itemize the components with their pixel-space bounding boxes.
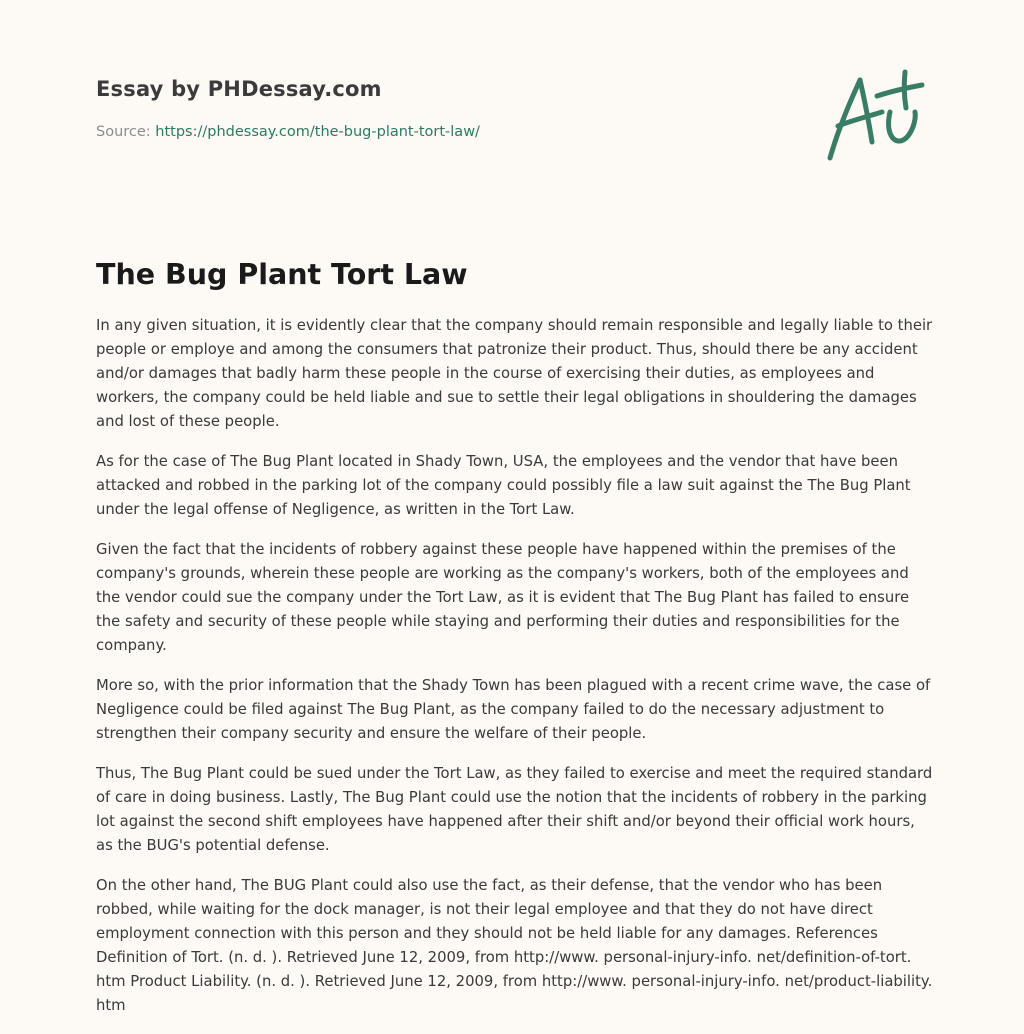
essay-title: The Bug Plant Tort Law xyxy=(96,258,468,291)
source-line xyxy=(96,122,796,142)
essay-paragraph: Given the fact that the incidents of robbery against these people have happened within the premises of the company's grounds, wherein these people are working as the company's workers, both of the employees and the vendor could sue the company under the Tort Law, as it is evident that The Bug Plant has failed to ensure the safety and security of these people while staying and performing their duties and responsibilities for the company. xyxy=(96,541,910,654)
page-header xyxy=(96,74,796,142)
a-plus-grade-icon xyxy=(822,68,928,164)
essay-paragraph: On the other hand, The BUG Plant could also use the fact, as their defense, that the vendor who has been robbed, while waiting for the dock manager, is not their legal employee and that they do not have direct employment connection with this person and they should not be held liable for any damages. References Definition of Tort. (n. d. ). Retrieved June 12, 2009, from http://www. personal-injury-info. net/definition-of-tort. htm Product Liability. (n. d. ). Retrieved June 12, 2009, from http://www. personal-injury-info. net/product-liability. htm xyxy=(96,877,933,1014)
essay-paragraph: As for the case of The Bug Plant located in Shady Town, USA, the employees and the vendor that have been attacked and robbed in the parking lot of the company could possibly file a law suit against the The Bug Plant under the legal offense of Negligence, as written in the Tort Law. xyxy=(96,453,911,518)
essay-paragraph: Thus, The Bug Plant could be sued under the Tort Law, as they failed to exercise and meet the required standard of care in doing business. Lastly, The Bug Plant could use the notion that the incidents of robbery in the parking lot against the second shift employees have happened after their shift and/or beyond their official work hours, as the BUG's potential defense. xyxy=(96,765,933,854)
brand-title: Essay by PHDessay.com xyxy=(96,77,382,101)
essay-paragraph: In any given situation, it is evidently clear that the company should remain responsible and legally liable to their people or employe and among the consumers that patronize their product. Thus, should there be any accident and/or damages that badly harm these people in the course of exercising their duties, as employees and workers, the company could be held liable and sue to settle their legal obligations in shouldering the damages and lost of these people. xyxy=(96,317,933,430)
source-link[interactable]: https://phdessay.com/the-bug-plant-tort-law/ xyxy=(155,124,480,140)
essay-body xyxy=(96,314,936,1034)
essay-paragraph: More so, with the prior information that the Shady Town has been plagued with a recent crime wave, the case of Negligence could be filed against The Bug Plant, as the company failed to do the necessary adjustment to strengthen their company security and ensure the welfare of their people. xyxy=(96,677,931,742)
source-label: Source: xyxy=(96,124,151,140)
